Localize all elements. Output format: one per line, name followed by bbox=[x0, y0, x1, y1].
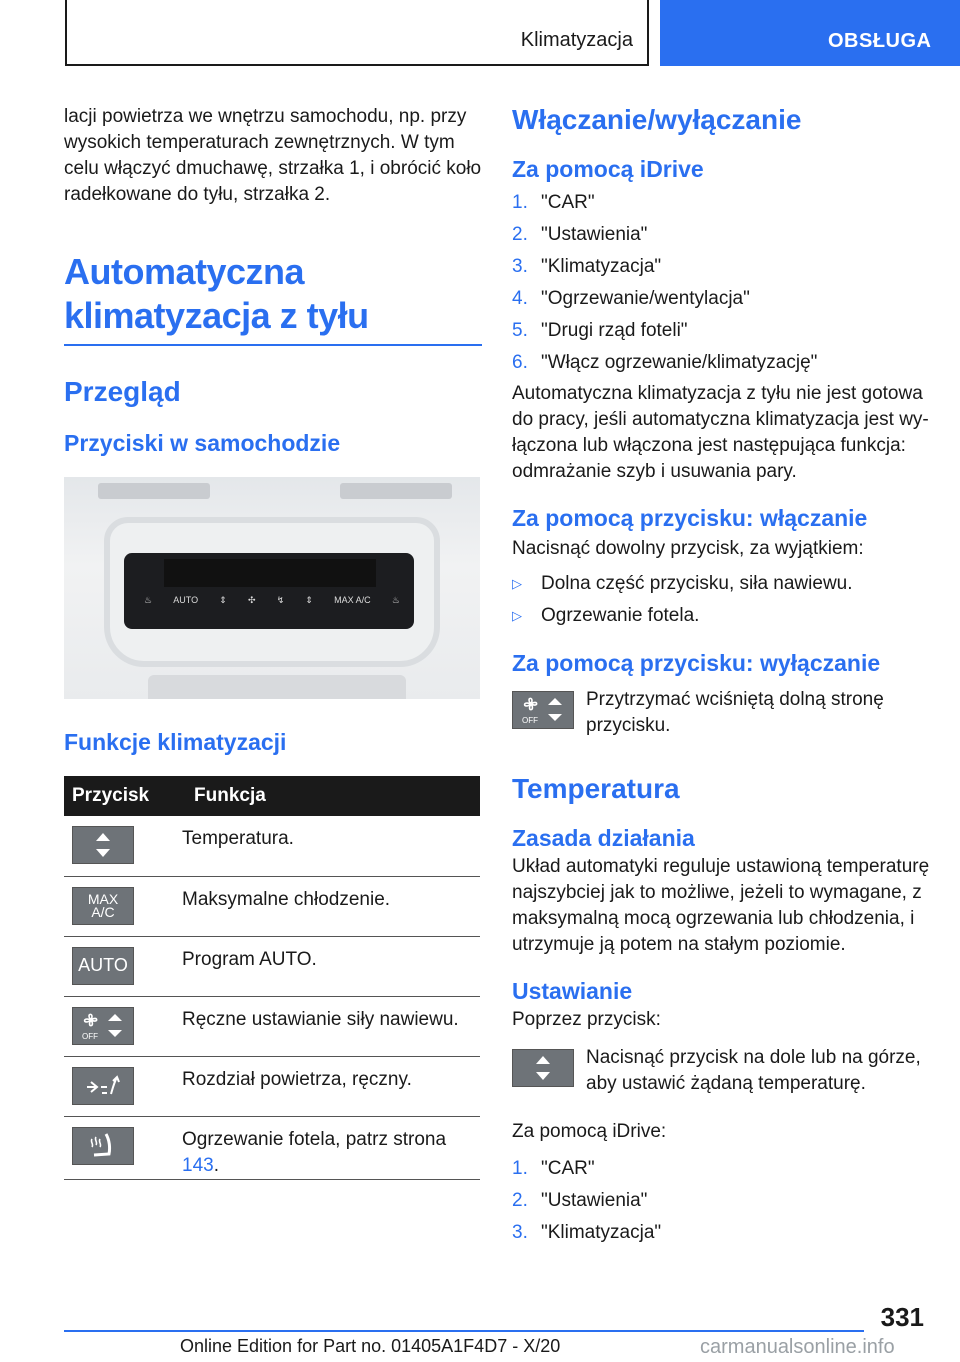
functions-table bbox=[64, 776, 480, 1180]
heading-temperature: Temperatura bbox=[512, 773, 680, 804]
temperature-arrows-icon bbox=[72, 826, 134, 864]
list-item: 4. "Ogrzewanie/wentylacja" bbox=[512, 288, 750, 309]
temperature-idrive-steps bbox=[512, 1153, 932, 1249]
seat-heating-icon bbox=[72, 1127, 134, 1165]
panel-temp-icon: ⇕ bbox=[219, 595, 227, 605]
exceptions-list bbox=[512, 568, 932, 632]
list-item: 6. "Włącz ogrzewanie/klimatyzację" bbox=[512, 352, 818, 373]
list-item: ▷ Ogrzewanie fotela. bbox=[512, 600, 932, 632]
max-ac-icon bbox=[72, 887, 134, 925]
seat-heating-text-end: . bbox=[213, 1154, 219, 1176]
heading-via-idrive: Za pomocą iDrive bbox=[512, 156, 704, 182]
panel-buttons bbox=[144, 595, 400, 606]
panel-airflow-icon: ↯ bbox=[276, 595, 285, 605]
via-idrive-paragraph: Za pomocą iDrive: bbox=[512, 1121, 667, 1142]
heading-principle: Zasada działania bbox=[512, 825, 695, 851]
triangle-bullet-icon: ▷ bbox=[512, 576, 522, 591]
off-instruction bbox=[512, 691, 932, 739]
readiness-paragraph: Automatyczna klimatyzacja z tyłu nie jest gotowa do pracy, jeśli automatyczna klimatyzacja jest wyłączona lub włączona jest następująca funkcja: odmrażanie szyb i usuwania pary. bbox=[512, 383, 929, 482]
fan-off-icon bbox=[72, 1007, 134, 1045]
table-header-function: Funkcja bbox=[182, 776, 480, 816]
function-text: Ręczne ustawianie siły nawiewu. bbox=[182, 996, 480, 1056]
header-section-box bbox=[65, 0, 649, 66]
list-item: 3. "Klimatyzacja" bbox=[512, 1222, 662, 1243]
heading-setting: Ustawianie bbox=[512, 978, 633, 1004]
list-item: 1. "CAR" bbox=[512, 1158, 595, 1179]
panel-maxac-label: MAX A/C bbox=[334, 595, 371, 605]
footer-edition: Online Edition for Part no. 01405A1F4D7 - X/20 bbox=[180, 1336, 561, 1356]
header-chapter-title: OBSŁUGA bbox=[828, 30, 932, 52]
max-ac-label-top: MAX bbox=[87, 890, 119, 907]
list-item: 2. "Ustawienia" bbox=[512, 224, 648, 245]
vent-left bbox=[98, 483, 210, 499]
auto-icon bbox=[72, 947, 134, 985]
heading-button-off: Za pomocą przycisku: wyłączanie bbox=[512, 650, 881, 676]
footer-rule bbox=[64, 1330, 864, 1332]
function-text: Temperatura. bbox=[182, 816, 480, 876]
list-item: 5. "Drugi rząd foteli" bbox=[512, 320, 688, 341]
temperature-arrows-icon bbox=[512, 1049, 574, 1087]
panel-auto-label: AUTO bbox=[173, 595, 199, 605]
heading-button-on: Za pomocą przycisku: włączanie bbox=[512, 505, 868, 531]
auto-key-label: AUTO bbox=[78, 955, 128, 975]
intro-paragraph: lacji powietrza we wnętrzu samochodu, np. przy wysokich temperaturach zewnętrznych. W tym celu włączyć dmuchawę, strzałka 1, i obrócić koło radełkowane do tyłu, strzałka 2. bbox=[64, 106, 482, 205]
panel-temp-icon-2: ⇕ bbox=[305, 595, 313, 605]
header-section-title: Klimatyzacja bbox=[520, 29, 633, 51]
principle-paragraph: Układ automatyki reguluje ustawioną temperaturę najszybciej jak to możliwe, jeżeli to wymagane, z maksymalną mocą ogrzewania lub chłodzenia, i utrzymuje ją potem na stałym poziomie. bbox=[512, 856, 930, 955]
page-number: 331 bbox=[880, 1302, 924, 1332]
table-row bbox=[64, 1116, 480, 1179]
idrive-steps-list bbox=[512, 187, 932, 379]
table-row bbox=[64, 936, 480, 996]
function-text: Program AUTO. bbox=[182, 936, 480, 996]
function-text bbox=[182, 1116, 480, 1179]
svg-text:OFF: OFF bbox=[82, 1031, 98, 1041]
heading-overview: Przegląd bbox=[64, 376, 181, 407]
vent-right bbox=[340, 483, 452, 499]
control-panel bbox=[124, 553, 414, 629]
section-title: Automatyczna klimatyzacja z tyłu bbox=[64, 251, 369, 336]
max-ac-label-bottom: A/C bbox=[91, 903, 115, 920]
heading-functions: Funkcje klimatyzacji bbox=[64, 729, 287, 755]
watermark: carmanualsonline.info bbox=[700, 1336, 895, 1358]
function-text: Maksymalne chłodzenie. bbox=[182, 876, 480, 936]
via-button-paragraph: Poprzez przycisk: bbox=[512, 1009, 661, 1030]
seat-heating-text: Ogrzewanie fotela, patrz strona bbox=[182, 1128, 447, 1150]
header-chapter-tab bbox=[660, 0, 960, 66]
right-column bbox=[512, 104, 932, 1249]
list-item: ▷ Dolna część przycisku, siła nawiewu. bbox=[512, 568, 932, 600]
button-on-paragraph: Nacisnąć dowolny przycisk, za wyjątkiem: bbox=[512, 538, 864, 559]
rear-climate-panel-photo bbox=[64, 477, 480, 699]
list-item: 1. "CAR" bbox=[512, 192, 595, 213]
temperature-instruction-text: Nacisnąć przycisk na dole lub na górze, aby ustawić żądaną temperaturę. bbox=[586, 1047, 921, 1094]
page-link-143[interactable]: 143 bbox=[182, 1154, 214, 1176]
panel-seat-icon-2: ♨ bbox=[391, 595, 400, 605]
table-row bbox=[64, 876, 480, 936]
storage-tray bbox=[148, 675, 406, 699]
left-column bbox=[64, 104, 482, 1180]
off-instruction-text: Przytrzymać wciśniętą dolną stronę przycisku. bbox=[586, 689, 884, 736]
air-distribution-icon bbox=[72, 1067, 134, 1105]
panel-fan-icon: ✣ bbox=[247, 595, 256, 605]
list-item: 2. "Ustawienia" bbox=[512, 1190, 648, 1211]
svg-text:OFF: OFF bbox=[522, 716, 538, 725]
heading-buttons-in-car: Przyciski w samochodzie bbox=[64, 430, 341, 456]
table-row bbox=[64, 1056, 480, 1116]
triangle-bullet-icon: ▷ bbox=[512, 608, 522, 623]
table-row bbox=[64, 996, 480, 1056]
list-item: 3. "Klimatyzacja" bbox=[512, 256, 662, 277]
panel-seat-icon: ♨ bbox=[144, 595, 153, 605]
fan-off-icon bbox=[512, 691, 574, 729]
function-text: Rozdział powietrza, ręczny. bbox=[182, 1056, 480, 1116]
section-title-rule bbox=[64, 344, 482, 346]
heading-on-off: Włączanie/wyłączanie bbox=[512, 104, 802, 135]
table-header-row bbox=[64, 776, 480, 816]
table-header-button: Przycisk bbox=[64, 776, 182, 816]
table-row bbox=[64, 816, 480, 876]
temperature-instruction bbox=[512, 1049, 932, 1097]
panel-display bbox=[164, 559, 376, 587]
